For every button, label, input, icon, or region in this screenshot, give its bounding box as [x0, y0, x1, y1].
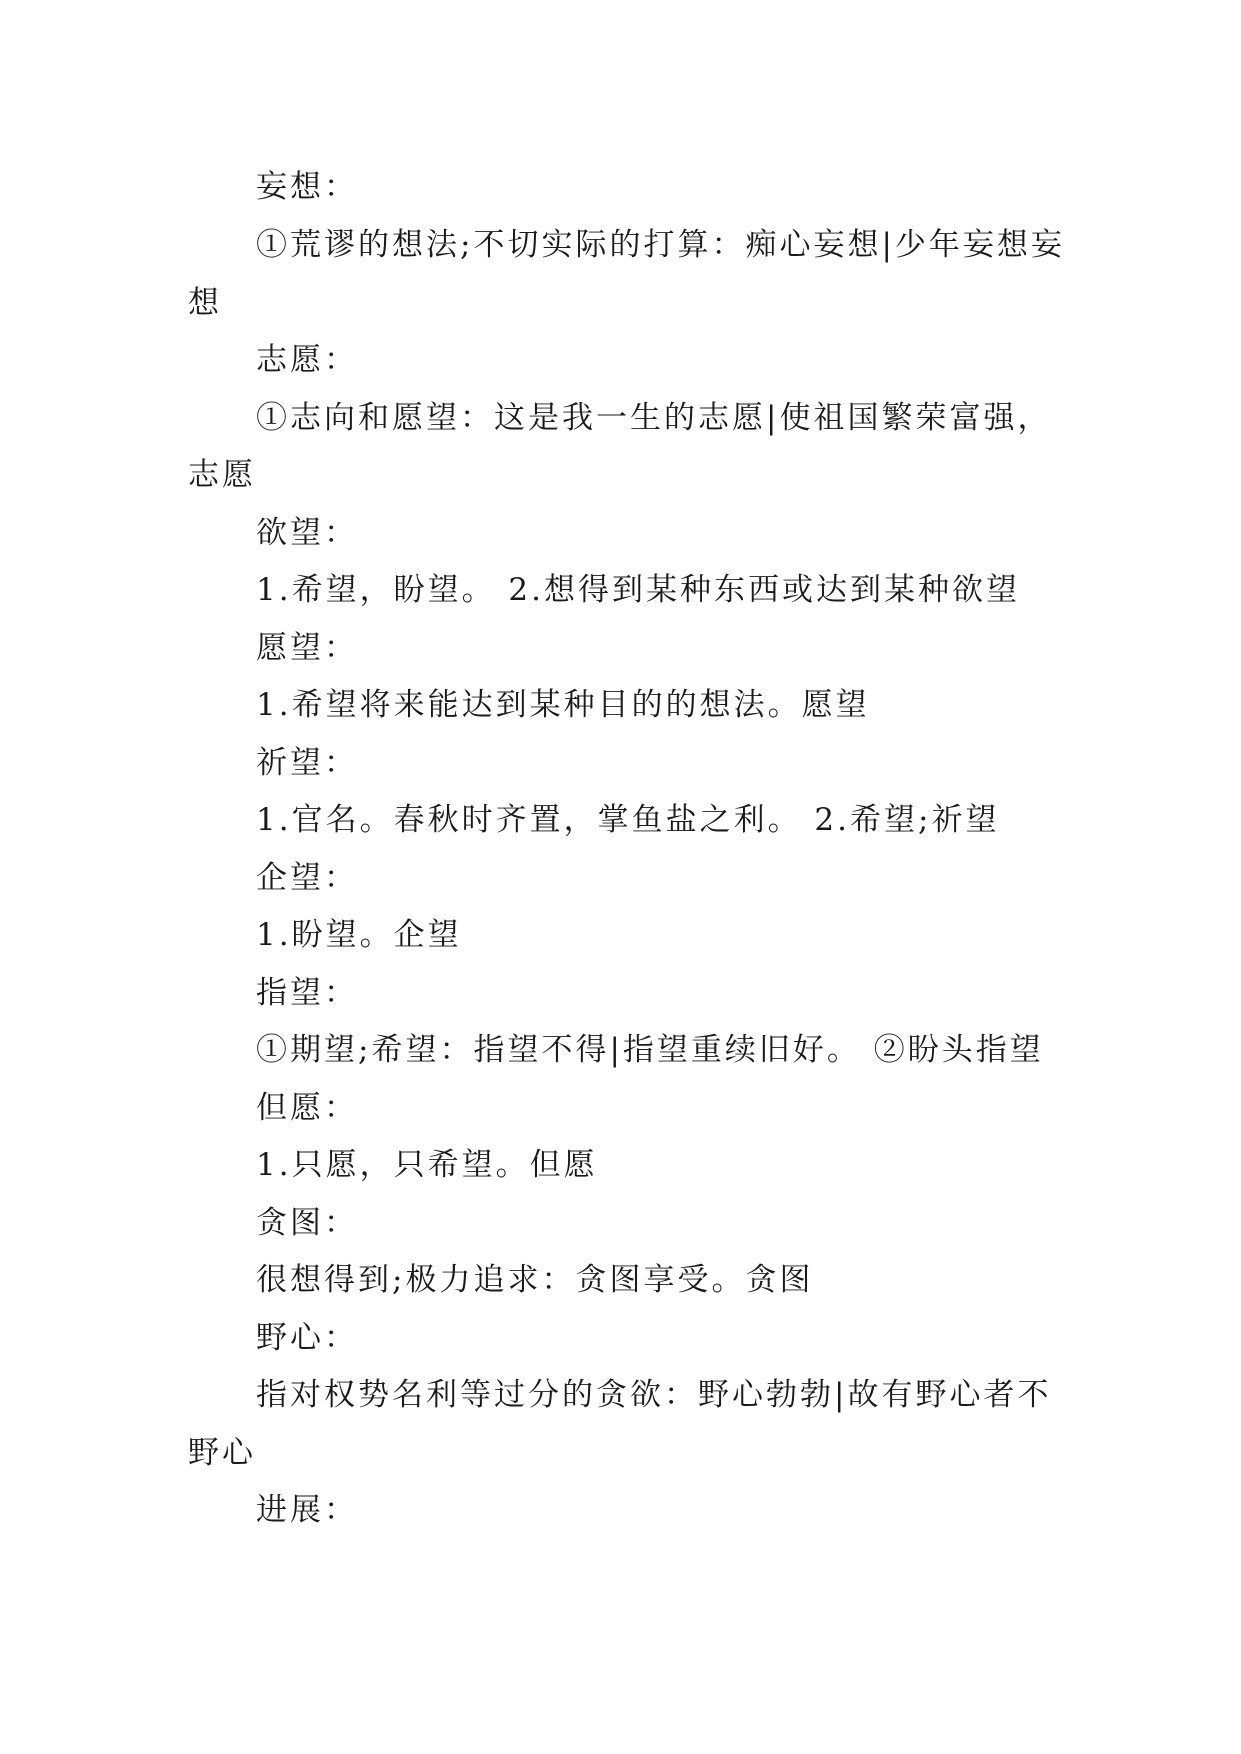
definition-text: 指对权势名利等过分的贪欲：野心勃勃|故有野心者不 [256, 1377, 1052, 1413]
term-heading: 进展： [256, 1492, 358, 1528]
term-heading: 妄想： [256, 169, 358, 205]
definition-text: ①志向和愿望：这是我一生的志愿|使祖国繁荣富强， [256, 400, 1052, 436]
definition-continuation: 想 [188, 285, 222, 321]
definition-text: 1.盼望。企望 [256, 917, 462, 953]
term-heading: 志愿： [256, 342, 358, 378]
term-heading: 但愿： [256, 1090, 358, 1126]
definition-text: ①荒谬的想法;不切实际的打算：痴心妄想|少年妄想妄 [256, 227, 1065, 263]
term-heading: 贪图： [256, 1205, 358, 1241]
definition-text: ①期望;希望：指望不得|指望重续旧好。 ②盼头指望 [256, 1032, 1044, 1068]
definition-text: 1.官名。春秋时齐置，掌鱼盐之利。 2.希望;祈望 [256, 802, 1000, 838]
definition-text: 1.希望，盼望。 2.想得到某种东西或达到某种欲望 [256, 572, 1021, 608]
definition-text: 1.只愿，只希望。但愿 [256, 1147, 598, 1183]
term-heading: 祈望： [256, 745, 358, 781]
definition-text: 1.希望将来能达到某种目的的想法。愿望 [256, 687, 870, 723]
term-heading: 野心： [256, 1320, 358, 1356]
definition-text: 很想得到;极力追求：贪图享受。贪图 [256, 1262, 814, 1298]
term-heading: 欲望： [256, 515, 358, 551]
term-heading: 企望： [256, 860, 358, 896]
term-heading: 愿望： [256, 630, 358, 666]
definition-continuation: 野心 [188, 1435, 256, 1471]
definition-continuation: 志愿 [188, 457, 256, 493]
term-heading: 指望： [256, 975, 358, 1011]
